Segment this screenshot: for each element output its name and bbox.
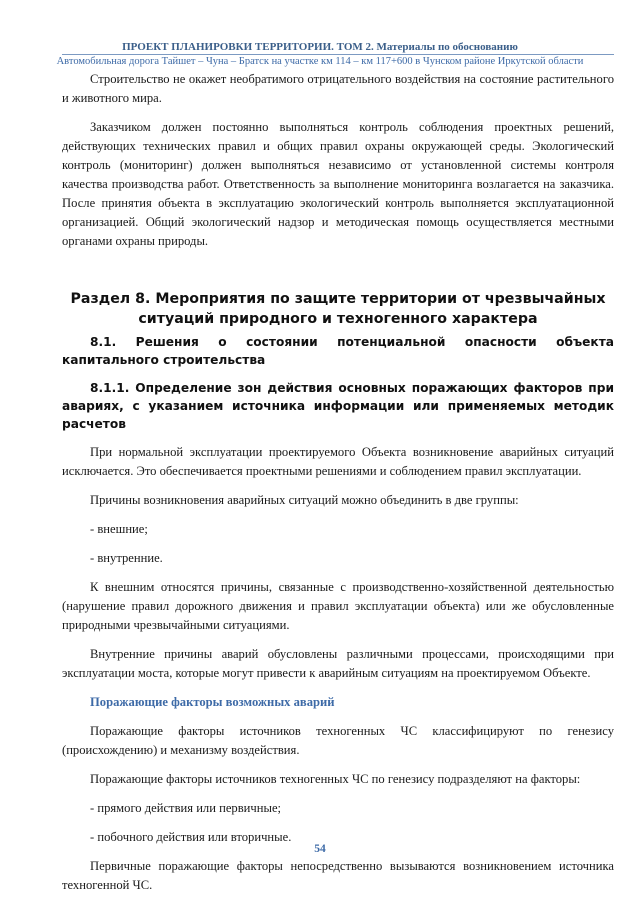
header-title: ПРОЕКТ ПЛАНИРОВКИ ТЕРРИТОРИИ. ТОМ 2. Материалы по обоснованию: [122, 41, 518, 53]
section-heading: Раздел 8. Мероприятия по защите территории от чрезвычайных ситуаций природного и техногенного характера: [70, 291, 606, 327]
paragraph: Первичные поражающие факторы непосредственно вызываются возникновением источника техногенной ЧС.: [62, 859, 614, 892]
paragraph: Поражающие факторы источников техногенных ЧС классифицируют по генезису (происхождению) и механизму воздействия.: [62, 724, 614, 757]
subheading-blue: Поражающие факторы возможных аварий: [90, 695, 335, 709]
page-number: 54: [314, 843, 326, 855]
list-item: - внутренние.: [90, 551, 163, 565]
paragraph: Строительство не окажет необратимого отрицательного воздействия на состояние растительного и животного мира.: [62, 72, 614, 105]
list-item: - внешние;: [90, 522, 148, 536]
list-item: - побочного действия или вторичные.: [90, 830, 292, 844]
paragraph: Причины возникновения аварийных ситуаций можно объединить в две группы:: [90, 493, 519, 507]
subsection-heading: 8.1.1. Определение зон действия основных поражающих факторов при авариях, с указанием источника информации или применяемых методик расчетов: [62, 381, 614, 431]
paragraph: Заказчиком должен постоянно выполняться контроль соблюдения проектных решений, действующих технических правил и общих правил охраны окружающей среды. Экологический контроль (мониторинг) должен выполняться независимо от установленной системы контроля качества производства работ. Ответственность за выполнение мониторинга возлагается на заказчика. После принятия объекта в эксплуатацию экологический контроль выполняется эксплуатационной организацией. Общий экологический надзор и методическая помощь осуществляется местными органами охраны природы.: [62, 120, 614, 248]
paragraph: К внешним относятся причины, связанные с производственно-хозяйственной деятельностью (нарушение правил дорожного движения и правил эксплуатации объекта) или же обусловленные природными чрезвычайными ситуациями.: [62, 580, 614, 632]
list-item: - прямого действия или первичные;: [90, 801, 282, 815]
header-divider: [62, 54, 614, 55]
paragraph: Поражающие факторы источников техногенных ЧС по генезису подразделяют на факторы:: [90, 772, 581, 786]
header-subtitle: Автомобильная дорога Тайшет – Чуна – Братск на участке км 114 – км 117+600 в Чунском районе Иркутской области: [56, 56, 584, 67]
subsection-heading: 8.1. Решения о состоянии потенциальной опасности объекта капитального строительства: [62, 335, 614, 367]
page-content: [62, 70, 614, 895]
paragraph: Внутренние причины аварий обусловлены различными процессами, происходящими при эксплуатации моста, которые могут привести к аварийным ситуациям на проектируемом Объекте.: [62, 647, 614, 680]
paragraph: При нормальной эксплуатации проектируемого Объекта возникновение аварийных ситуаций исключается. Это обеспечивается проектными решениями и соблюдением правил эксплуатации.: [62, 445, 614, 478]
